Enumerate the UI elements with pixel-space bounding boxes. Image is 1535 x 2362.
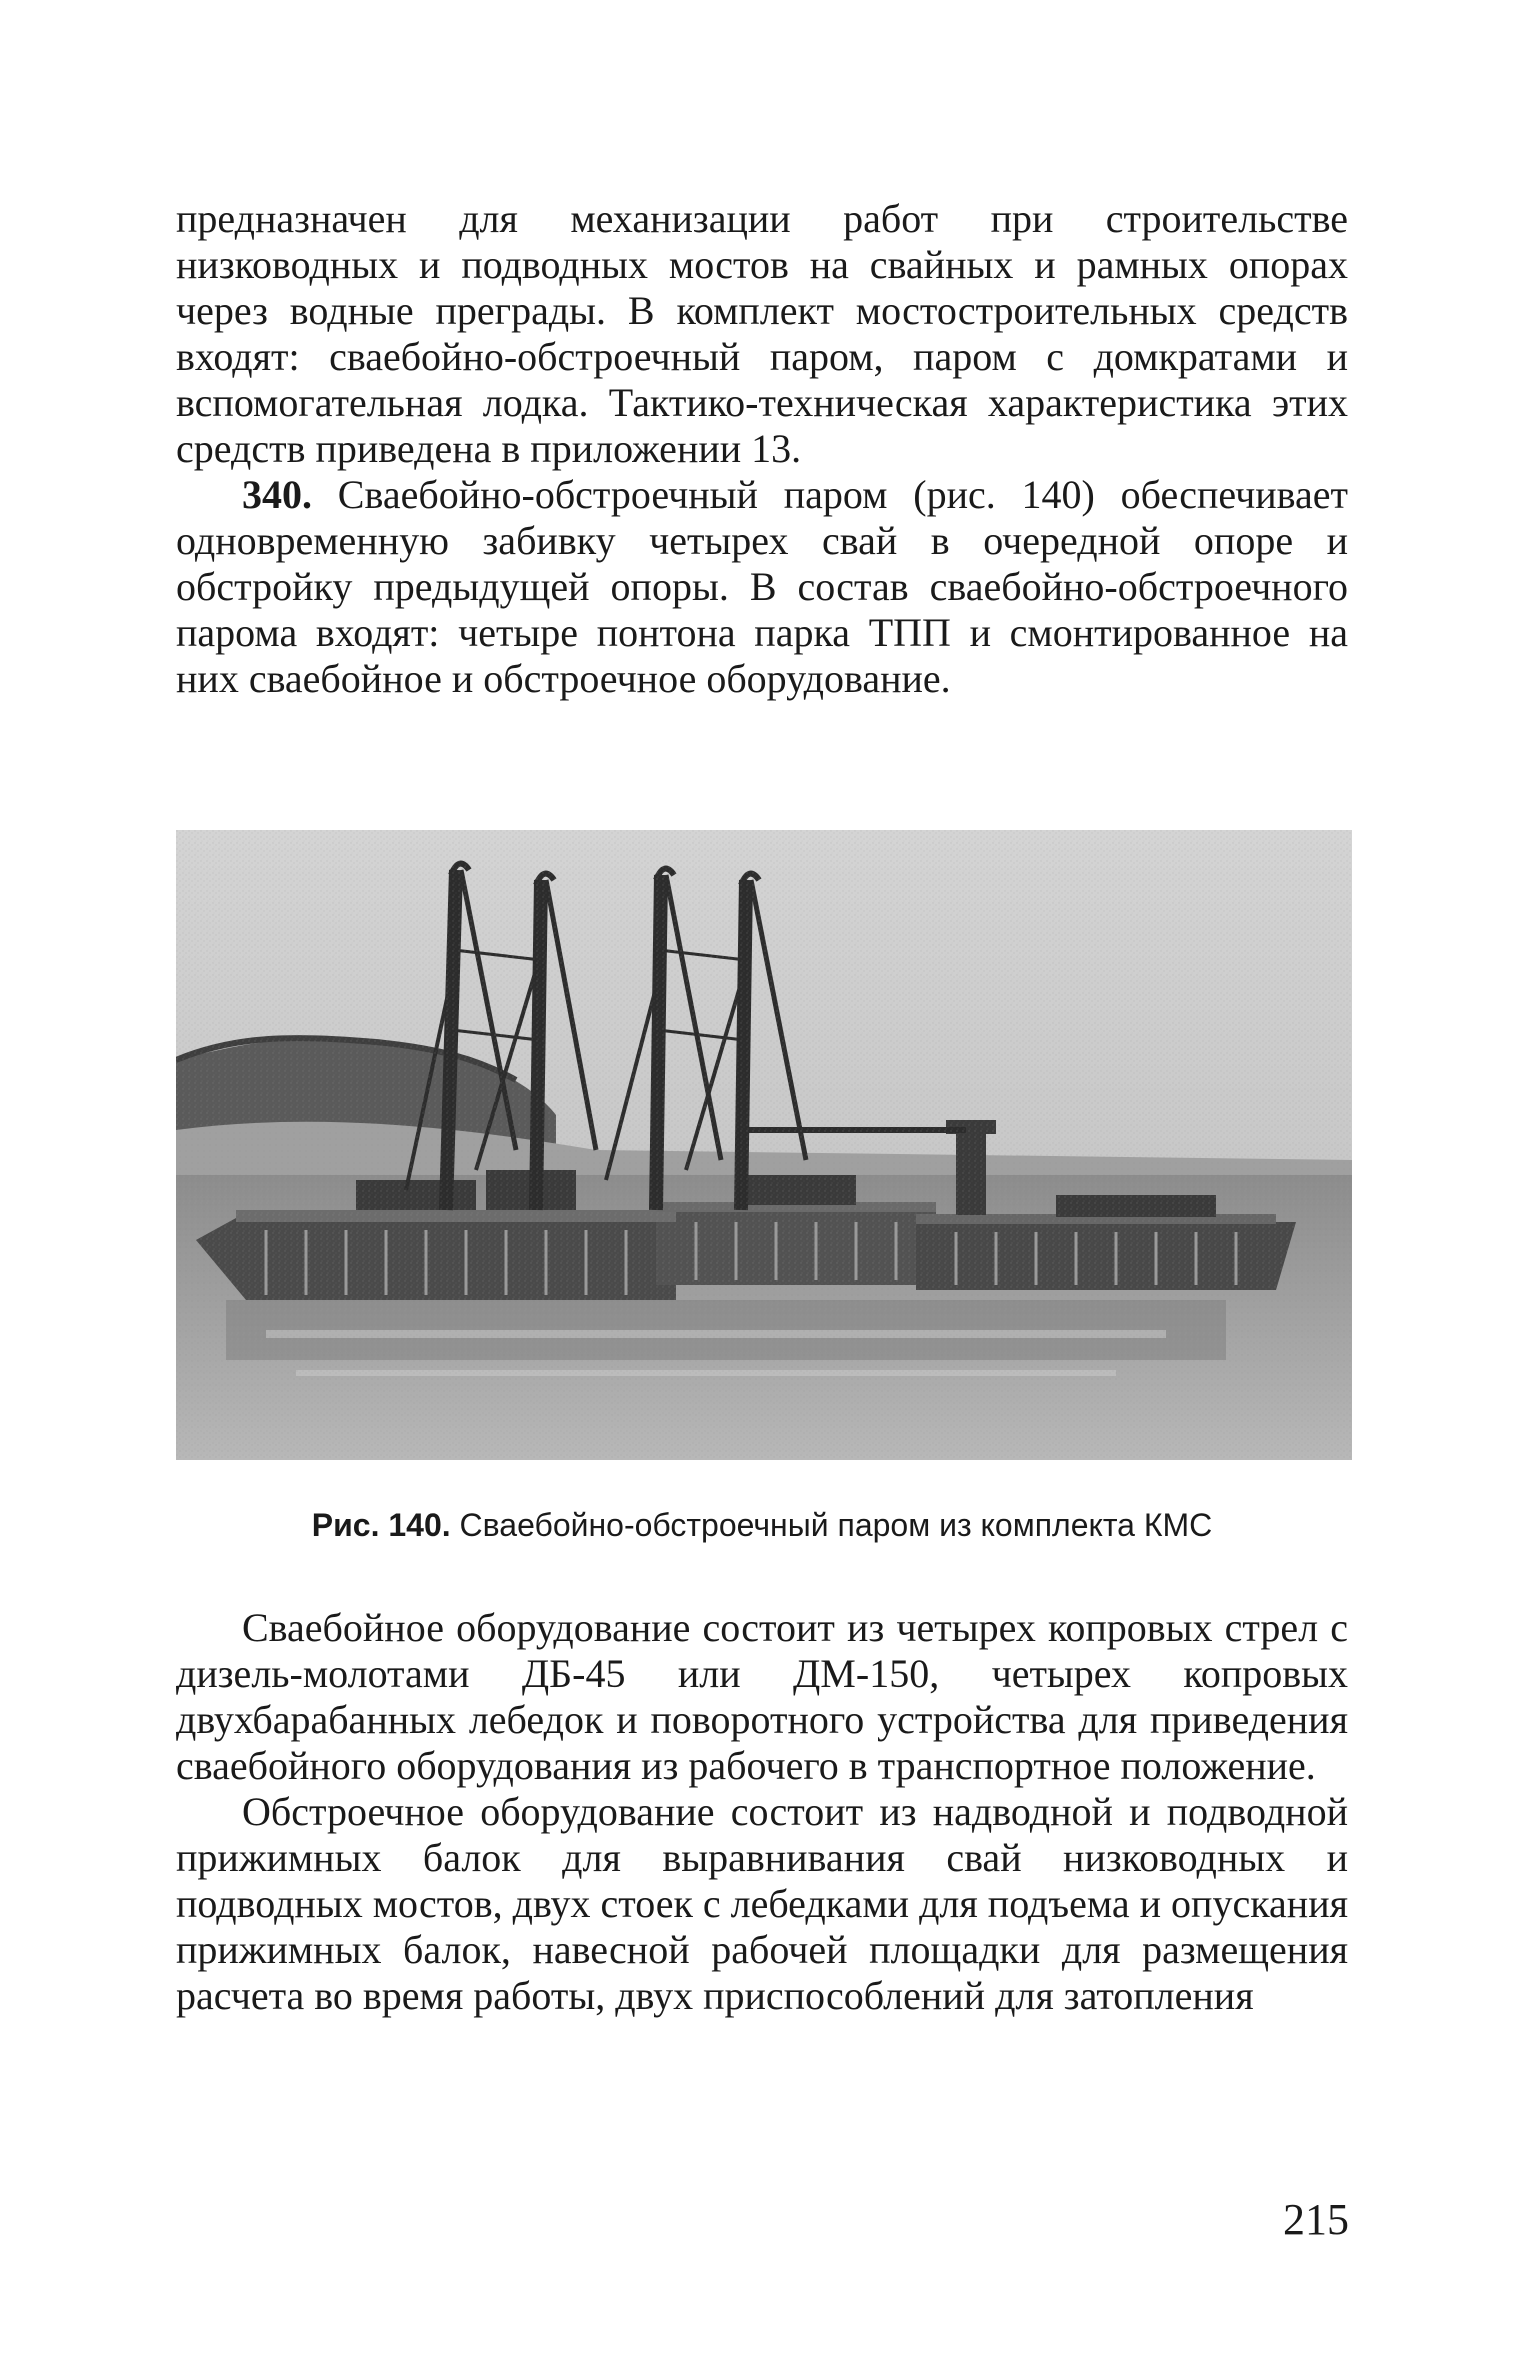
figure-caption-text: Сваебойно-обстроечный паром из комплекта КМС xyxy=(459,1507,1213,1543)
page-number: 215 xyxy=(1283,2195,1349,2244)
paragraph-construction-equipment: Обстроечное оборудование состоит из надводной и подводной прижимных балок для выравнивания свай низководных и подводных мостов, двух стоек с лебедками для подъема и опускания прижимных балок, навесной рабочей площадки для размещения расчета во время работы, двух приспособлений для затопления xyxy=(176,1789,1348,2018)
bottom-text-block xyxy=(176,1605,1348,2019)
paragraph-340 xyxy=(176,472,1348,702)
figure-label: Рис. 140. xyxy=(311,1507,451,1543)
paragraph-pile-equipment: Сваебойное оборудование состоит из четырех копровых стрел с дизель-молотами ДБ-45 или ДМ-150, четырех копровых двухбарабанных лебедок и поворотного устройства для приведения сваебойного оборудования из рабочего в транспортное положение. xyxy=(176,1605,1348,1788)
paragraph-intro: предназначен для механизации работ при строительстве низководных и подводных мостов на свайных и рамных опорах через водные преграды. В комплект мостостроительных средств входят: сваебойно-обстроечный паром, паром с домкратами и вспомогательная лодка. Тактико-техническая характеристика этих средств приведена в приложении 13. xyxy=(176,196,1348,471)
figure-caption xyxy=(176,1505,1348,1545)
figure-photo xyxy=(176,830,1352,1460)
ferry-photo-illustration xyxy=(176,830,1352,1460)
top-text-block xyxy=(176,196,1348,702)
paragraph-340-text: Сваебойно-обстроечный паром (рис. 140) обеспечивает одновременную забивку четырех свай в очередной опоре и обстройку предыдущей опоры. В состав сваебойно-обстроечного парома входят: четыре понтона парка ТПП и смонтированное на них сваебойное и обстроечное оборудование. xyxy=(176,472,1348,701)
paragraph-number: 340. xyxy=(242,472,312,517)
